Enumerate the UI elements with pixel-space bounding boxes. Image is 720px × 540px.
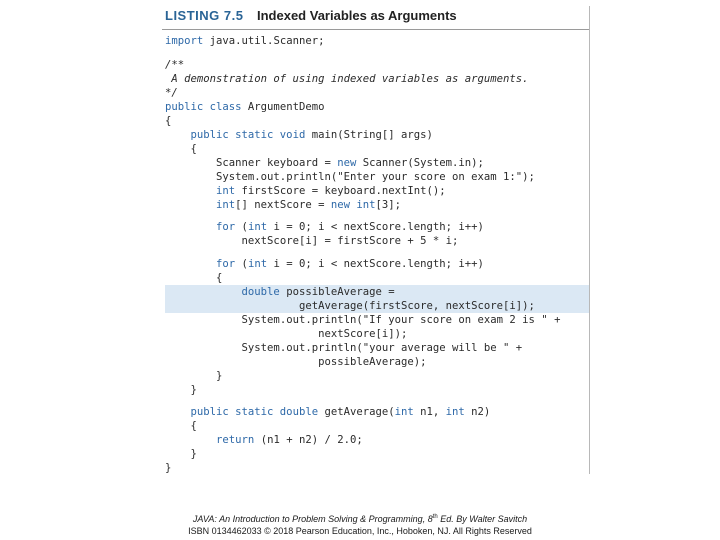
code-line [165, 128, 589, 142]
code-indent [165, 356, 318, 368]
listing-right-rule [589, 6, 590, 474]
code-text: nextScore[i]); [318, 328, 408, 340]
footer-book-title [0, 514, 720, 524]
code-line [165, 156, 589, 170]
code-line [165, 34, 589, 48]
code-text: } [216, 370, 223, 382]
code-indent [165, 199, 216, 211]
code-line [165, 419, 589, 433]
code-line [165, 383, 589, 397]
code-comment: /** [165, 59, 185, 71]
code-indent [165, 314, 242, 326]
code-text: i = 0; i < nextScore.length; i++) [267, 221, 484, 233]
code-text: } [165, 462, 172, 474]
code-text: ( [235, 258, 248, 270]
code-text: getAverage(firstScore, nextScore[i]); [298, 300, 535, 312]
code-indent [165, 272, 216, 284]
code-line [165, 369, 589, 383]
code-indent [165, 157, 216, 169]
code-line [165, 327, 589, 341]
code-text: getAverage( [318, 406, 395, 418]
code-line [165, 299, 589, 313]
code-text: System.out.println("your average will be " + [241, 342, 523, 354]
code-keyword: new [337, 157, 357, 169]
code-line [165, 86, 589, 100]
code-text: [] nextScore = [235, 199, 331, 211]
code-indent [165, 370, 216, 382]
code-line [165, 100, 589, 114]
code-text: firstScore = keyboard.nextInt(); [235, 185, 446, 197]
code-text: nextScore[i] = firstScore + 5 * i; [241, 235, 459, 247]
code-line [165, 313, 589, 327]
code-text: main(String[] args) [305, 129, 433, 141]
code-indent [165, 434, 216, 446]
code-line [165, 355, 589, 369]
code-line [165, 461, 589, 475]
code-text: { [165, 115, 172, 127]
code-text: { [190, 143, 197, 155]
code-keyword: return [216, 434, 255, 446]
code-keyword: int [445, 406, 465, 418]
code-keyword: public class [165, 101, 242, 113]
footer-copyright: ISBN 0134462033 © 2018 Pearson Education, Inc., Hoboken, NJ. All Rights Reserved [188, 526, 532, 536]
code-line [165, 285, 589, 299]
code-text: System.out.println("If your score on exam 2 is " + [241, 314, 561, 326]
code-comment: A demonstration of using indexed variables as arguments. [165, 73, 529, 85]
code-indent [165, 221, 216, 233]
code-line [165, 184, 589, 198]
code-line [165, 170, 589, 184]
code-keyword: import [165, 35, 204, 47]
code-text: n2) [464, 406, 491, 418]
code-keyword: double [241, 286, 280, 298]
code-line [165, 341, 589, 355]
code-indent [165, 258, 216, 270]
code-text: System.out.println("Enter your score on exam 1:"); [216, 171, 535, 183]
code-text: Scanner keyboard = [216, 157, 338, 169]
code-line [165, 198, 589, 212]
footer-book-title-text: JAVA: An Introduction to Problem Solving & Programming, 8 [192, 514, 433, 524]
code-keyword: int [247, 221, 268, 233]
code-keyword: int [216, 185, 236, 197]
code-listing [165, 34, 589, 474]
code-text: } [190, 384, 197, 396]
footer-book-title-tail: Ed. By Walter Savitch [437, 514, 528, 524]
code-text: possibleAverage = [279, 286, 395, 298]
code-text: java.util.Scanner; [203, 35, 325, 47]
code-text: (n1 + n2) / 2.0; [254, 434, 363, 446]
code-text: ( [235, 221, 248, 233]
code-indent [165, 328, 318, 340]
footer-edition-superscript: th [432, 514, 438, 520]
code-line [165, 447, 589, 461]
listing-number: LISTING 7.5 [165, 8, 244, 23]
code-indent [165, 185, 216, 197]
code-text: n1, [413, 406, 446, 418]
code-indent [165, 143, 191, 155]
code-keyword: public static void [190, 129, 306, 141]
code-text: i = 0; i < nextScore.length; i++) [267, 258, 484, 270]
code-indent [165, 406, 191, 418]
code-indent [165, 420, 191, 432]
code-keyword: for [216, 221, 236, 233]
code-indent [165, 448, 191, 460]
code-keyword: int [247, 258, 268, 270]
code-indent [165, 235, 242, 247]
code-keyword: new int [330, 199, 376, 211]
code-indent [165, 342, 242, 354]
code-text: } [190, 448, 197, 460]
code-text: Scanner(System.in); [356, 157, 484, 169]
code-line [165, 220, 589, 234]
code-text: possibleAverage); [318, 356, 427, 368]
code-text: ArgumentDemo [241, 101, 325, 113]
code-comment: */ [165, 87, 178, 99]
code-line [165, 433, 589, 447]
code-indent [165, 384, 191, 396]
code-line [165, 234, 589, 248]
listing-title: Indexed Variables as Arguments [257, 8, 457, 23]
code-keyword: int [216, 199, 236, 211]
code-keyword: int [394, 406, 414, 418]
listing-header [162, 6, 590, 30]
code-indent [165, 129, 191, 141]
code-line [165, 142, 589, 156]
code-line [165, 114, 589, 128]
code-line [165, 58, 589, 72]
code-text: { [190, 420, 197, 432]
code-line [165, 271, 589, 285]
code-text: [3]; [375, 199, 402, 211]
code-line [165, 405, 589, 419]
code-indent [165, 286, 242, 298]
code-keyword: public static double [190, 406, 319, 418]
code-indent [165, 300, 299, 312]
code-line [165, 257, 589, 271]
code-line [165, 72, 589, 86]
code-indent [165, 171, 216, 183]
code-keyword: for [216, 258, 236, 270]
code-text: { [216, 272, 223, 284]
